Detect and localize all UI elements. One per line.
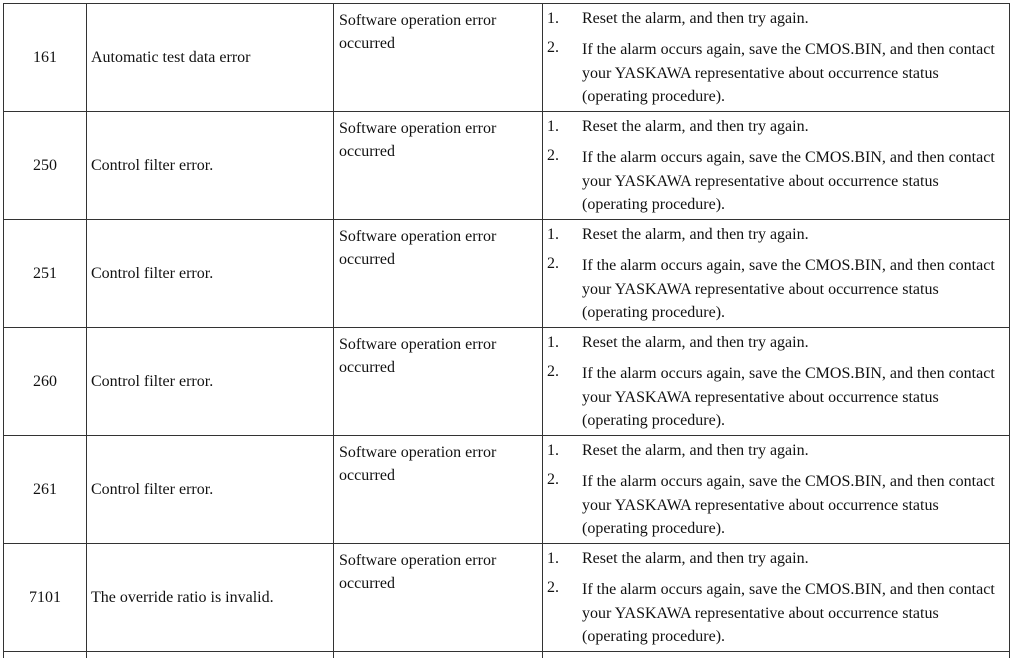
table-row: [4, 436, 1010, 544]
remedy-step: [543, 333, 1001, 353]
step-number: 1.: [547, 550, 559, 567]
column-rule: [542, 651, 543, 658]
step-number: 2.: [547, 147, 559, 164]
column-rule: [1009, 651, 1010, 658]
alarm-name: The override ratio is invalid.: [87, 544, 334, 651]
table-continuation: [3, 651, 1010, 658]
alarm-cause: Software operation error occurred: [334, 328, 543, 435]
alarm-table: [3, 3, 1010, 652]
step-number: 2.: [547, 255, 559, 272]
alarm-remedy: [543, 112, 1010, 219]
remedy-step: [543, 254, 1001, 325]
table-row: [4, 328, 1010, 436]
step-number: 2.: [547, 39, 559, 56]
step-number: 1.: [547, 442, 559, 459]
remedy-step: [543, 38, 1001, 109]
alarm-cause: Software operation error occurred: [334, 544, 543, 651]
remedy-step: [543, 9, 1001, 29]
remedy-step: [543, 146, 1001, 217]
alarm-remedy: [543, 436, 1010, 543]
alarm-name: Control filter error.: [87, 220, 334, 327]
alarm-code: 7101: [4, 544, 87, 651]
step-number: 2.: [547, 471, 559, 488]
step-number: 1.: [547, 10, 559, 27]
table-row: [4, 112, 1010, 220]
alarm-name: Control filter error.: [87, 328, 334, 435]
alarm-remedy: [543, 328, 1010, 435]
step-number: 1.: [547, 226, 559, 243]
step-text: Reset the alarm, and then try again.: [582, 118, 809, 135]
alarm-cause: Software operation error occurred: [334, 4, 543, 111]
remedy-step: [543, 225, 1001, 245]
step-text: Reset the alarm, and then try again.: [582, 226, 809, 243]
step-text: If the alarm occurs again, save the CMOS.BIN, and then contact your YASKAWA representative about occurrence status (operating procedure).: [582, 149, 995, 213]
step-text: Reset the alarm, and then try again.: [582, 10, 809, 27]
step-number: 1.: [547, 118, 559, 135]
step-text: Reset the alarm, and then try again.: [582, 442, 809, 459]
remedy-step: [543, 578, 1001, 649]
remedy-step: [543, 470, 1001, 541]
alarm-code: 250: [4, 112, 87, 219]
alarm-code: 261: [4, 436, 87, 543]
alarm-name: Control filter error.: [87, 112, 334, 219]
step-number: 2.: [547, 579, 559, 596]
column-rule: [333, 651, 334, 658]
table-row: [4, 4, 1010, 112]
alarm-cause: Software operation error occurred: [334, 112, 543, 219]
table-row: [4, 220, 1010, 328]
step-text: Reset the alarm, and then try again.: [582, 550, 809, 567]
remedy-step: [543, 549, 1001, 569]
step-text: If the alarm occurs again, save the CMOS.BIN, and then contact your YASKAWA representative about occurrence status (operating procedure).: [582, 473, 995, 537]
column-rule: [86, 651, 87, 658]
step-text: If the alarm occurs again, save the CMOS.BIN, and then contact your YASKAWA representative about occurrence status (operating procedure).: [582, 41, 995, 105]
alarm-remedy: [543, 220, 1010, 327]
step-text: If the alarm occurs again, save the CMOS.BIN, and then contact your YASKAWA representative about occurrence status (operating procedure).: [582, 581, 995, 645]
alarm-remedy: [543, 4, 1010, 111]
step-text: If the alarm occurs again, save the CMOS.BIN, and then contact your YASKAWA representative about occurrence status (operating procedure).: [582, 257, 995, 321]
alarm-code: 260: [4, 328, 87, 435]
remedy-step: [543, 362, 1001, 433]
alarm-name: Automatic test data error: [87, 4, 334, 111]
alarm-cause: Software operation error occurred: [334, 220, 543, 327]
alarm-code: 161: [4, 4, 87, 111]
step-text: If the alarm occurs again, save the CMOS.BIN, and then contact your YASKAWA representative about occurrence status (operating procedure).: [582, 365, 995, 429]
remedy-step: [543, 117, 1001, 137]
step-text: Reset the alarm, and then try again.: [582, 334, 809, 351]
remedy-step: [543, 441, 1001, 461]
column-rule: [3, 651, 4, 658]
alarm-code: 251: [4, 220, 87, 327]
step-number: 2.: [547, 363, 559, 380]
step-number: 1.: [547, 334, 559, 351]
alarm-name: Control filter error.: [87, 436, 334, 543]
alarm-remedy: [543, 544, 1010, 651]
table-row: [4, 544, 1010, 652]
alarm-cause: Software operation error occurred: [334, 436, 543, 543]
